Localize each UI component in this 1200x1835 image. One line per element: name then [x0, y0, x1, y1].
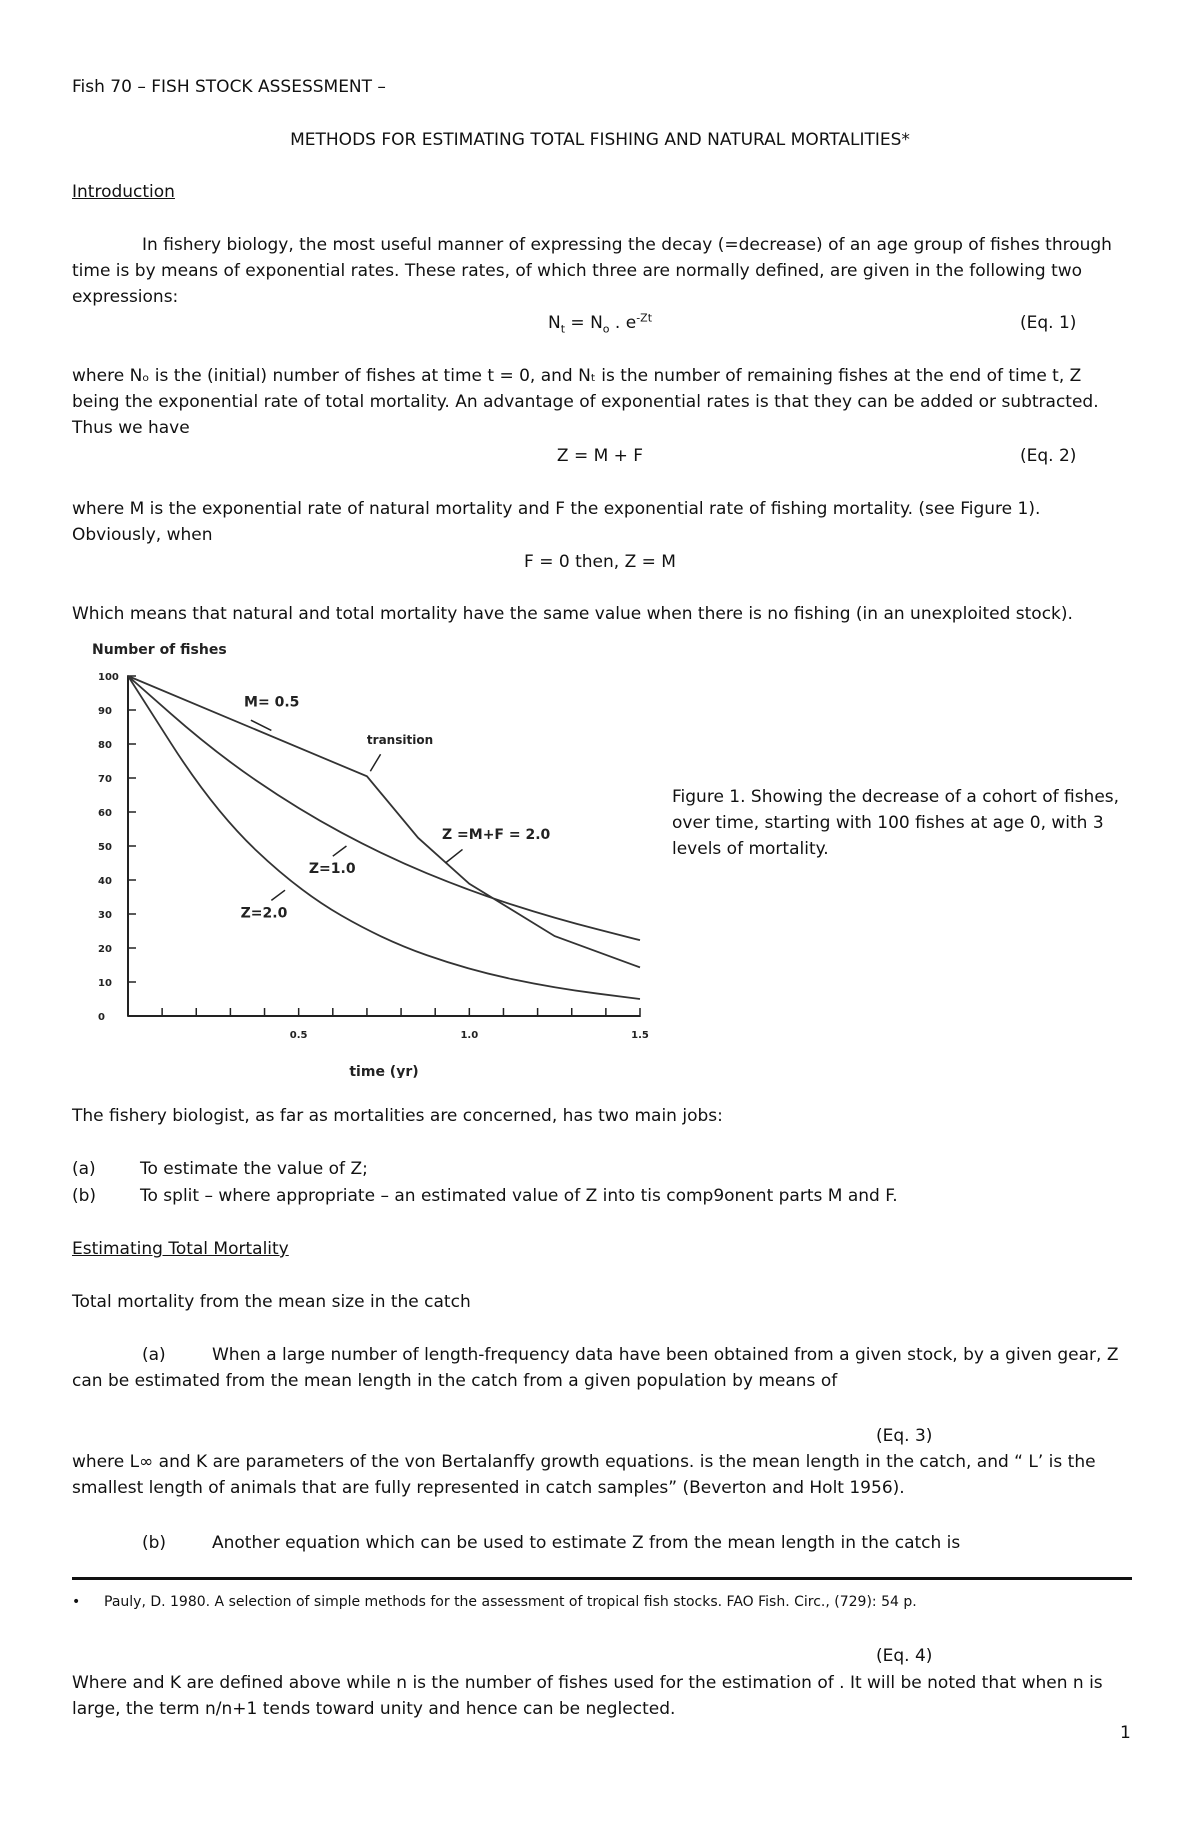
annotation-z1-pointer — [333, 846, 347, 856]
intro-paragraph-3: where M is the exponential rate of natural mortality and F the exponential rate of fishing mortality. (see Figure 1). Obviously, when — [72, 499, 1041, 545]
equation-1: $N_t = N_o$ . $e^{-Zt}$ — [547, 311, 653, 336]
equation-1-label: (Eq. 1) — [1020, 313, 1077, 333]
mortality-chart-svg — [72, 638, 672, 1078]
x-tick-label: 0.5 — [289, 1030, 308, 1041]
page-number: 1 — [1120, 1723, 1131, 1743]
y-tick-label: 80 — [98, 740, 112, 751]
estimating-where-paragraph: where L∞ and K are parameters of the von Bertalanffy growth equations. is the mean length in the catch, and “ L’ is the smallest length of animals that are fully represented in catch samples” (Beverton and Holt 1956). — [72, 1452, 1096, 1498]
equation-4-label: (Eq. 4) — [876, 1646, 933, 1666]
series-line — [128, 676, 640, 999]
intro-paragraph-2: where Nₒ is the (initial) number of fishes at time t = 0, and Nₜ is the number of remaining fishes at the end of time t, Z being the exponential rate of total mortality. An advantage of exponential rates is that they can be added or subtracted. Thus we have — [72, 366, 1099, 438]
list-item: (a) To estimate the value of Z; — [72, 1159, 368, 1179]
intro-paragraph-1: In fishery biology, the most useful manner of expressing the decay (=decrease) of an age group of fishes through time is by means of exponential rates. These rates, of which three are normally defined, are given in the following two expressions: — [72, 235, 1112, 307]
y-tick-label: 20 — [98, 944, 112, 955]
series-line — [128, 676, 640, 940]
intro-heading: Introduction — [72, 182, 175, 202]
annotation-z2-label: Z=2.0 — [240, 905, 288, 922]
footnote-bullet: • — [72, 1594, 81, 1610]
y-tick-label: 90 — [98, 706, 112, 717]
annotation-m-label: M= 0.5 — [244, 694, 300, 711]
equation-4-paragraph: Where and K are defined above while n is the number of fishes used for the estimation of . It will be noted that when n is large, the term n/n+1 tends toward unity and hence can be neglected. — [72, 1673, 1103, 1719]
x-axis-label: time (yr) — [349, 1064, 419, 1078]
figure-1-caption: Figure 1. Showing the decrease of a cohort of fishes, over time, starting with 100 fishes at age 0, with 3 levels of mortality. — [672, 787, 1120, 859]
equation-2-label: (Eq. 2) — [1020, 446, 1077, 466]
estimating-subheading: Total mortality from the mean size in the catch — [72, 1292, 471, 1312]
annotation-z1-label: Z=1.0 — [308, 861, 356, 878]
y-tick-label: 40 — [98, 876, 112, 887]
list-item: (b) To split – where appropriate – an estimated value of Z into tis comp9onent parts M and F. — [72, 1186, 898, 1206]
figure-1-chart — [72, 638, 672, 1078]
x-tick-label: 1.0 — [460, 1030, 479, 1041]
estimating-paragraph-a: (a) When a large number of length-frequency data have been obtained from a given stock, by a given gear, Z can be estimated from the mean length in the catch from a given population by means of — [72, 1345, 1119, 1391]
series-line — [128, 676, 640, 967]
y-tick-label: 0 — [98, 1012, 105, 1023]
annotation-zmf-label: Z =M+F = 2.0 — [442, 827, 551, 844]
jobs-intro: The fishery biologist, as far as mortalities are concerned, has two main jobs: — [72, 1106, 723, 1126]
page-title: METHODS FOR ESTIMATING TOTAL FISHING AND NATURAL MORTALITIES* — [290, 130, 910, 150]
equation-2: Z = M + F — [556, 446, 644, 466]
annotation-zmf-pointer — [445, 849, 462, 863]
annotation-z2-pointer — [271, 890, 285, 900]
course-header: Fish 70 – FISH STOCK ASSESSMENT – — [72, 77, 386, 97]
intro-paragraph-4: Which means that natural and total mortality have the same value when there is no fishing (in an unexploited stock). — [72, 604, 1073, 624]
y-tick-label: 10 — [98, 978, 112, 989]
estimating-paragraph-b: (b) Another equation which can be used to estimate Z from the mean length in the catch is — [142, 1533, 961, 1553]
y-tick-label: 60 — [98, 808, 112, 819]
annotation-transition-label: transition — [366, 733, 434, 747]
equation-3-label: (Eq. 3) — [876, 1426, 933, 1446]
y-tick-label: 100 — [98, 672, 119, 683]
y-tick-label: 30 — [98, 910, 112, 921]
equation-f-zero: F = 0 then, Z = M — [524, 552, 676, 572]
footnote: Pauly, D. 1980. A selection of simple methods for the assessment of tropical fish stocks. FAO Fish. Circ., (729): 54 p. — [104, 1594, 917, 1610]
y-tick-label: 70 — [98, 774, 112, 785]
annotation-transition-pointer — [370, 754, 380, 771]
y-tick-label: 50 — [98, 842, 112, 853]
estimating-heading: Estimating Total Mortality — [72, 1239, 289, 1259]
footnote-divider — [72, 1577, 1132, 1580]
y-axis-label: Number of fishes — [92, 642, 227, 658]
x-tick-label: 1.5 — [631, 1030, 649, 1041]
